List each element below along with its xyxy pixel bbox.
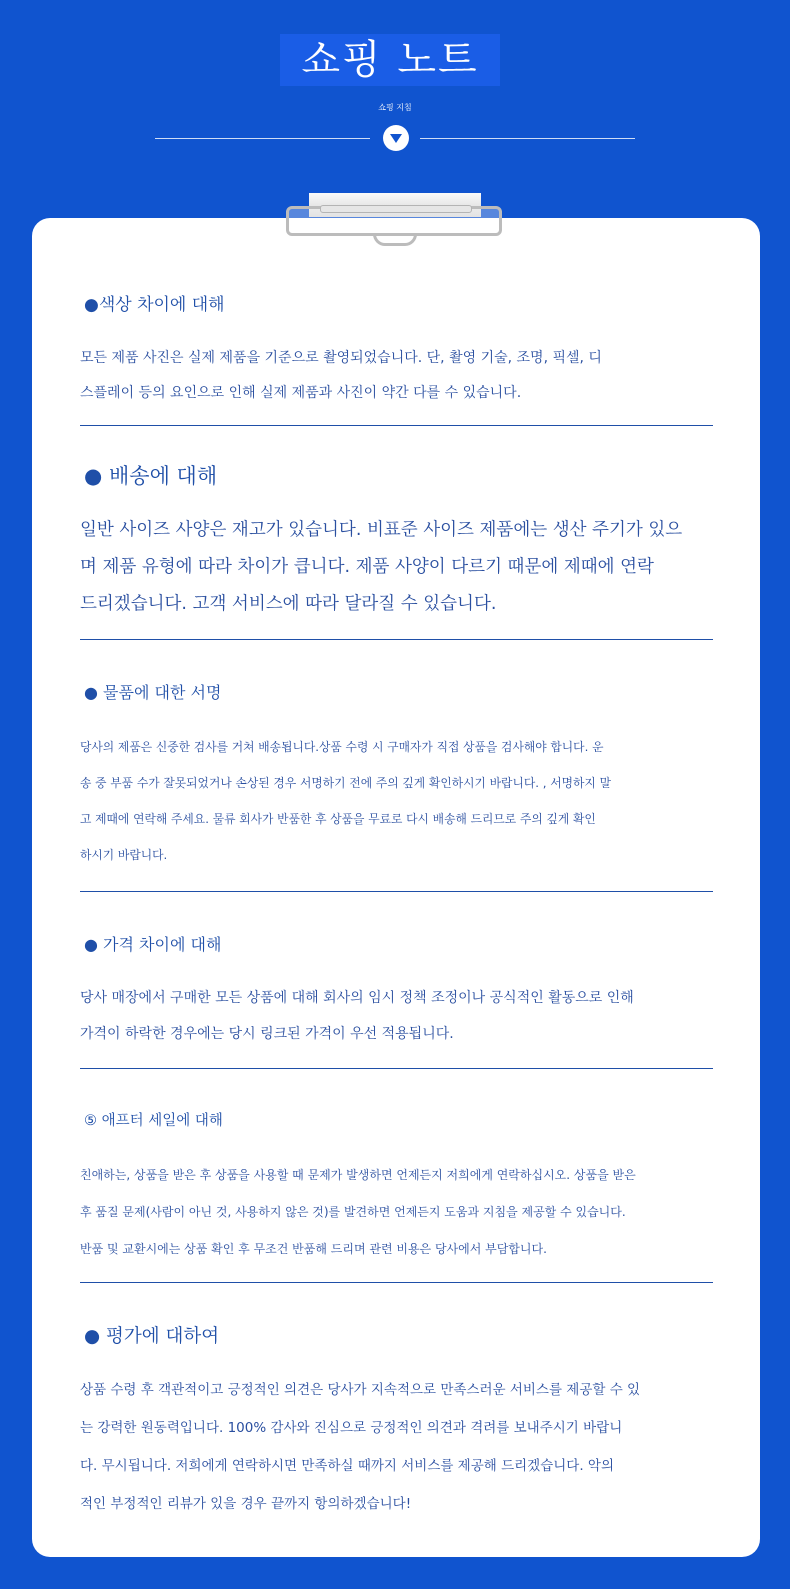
clipboard-clip-tab — [373, 234, 417, 246]
section-line: 모든 제품 사진은 실제 제품을 기준으로 촬영되었습니다. 단, 촬영 기술, 조명, 픽셀, 디 — [80, 350, 602, 366]
section-line: 당사 매장에서 구매한 모든 상품에 대해 회사의 임시 정책 조정이나 공식적인 활동으로 인해 — [80, 990, 634, 1006]
section-line: 가격이 하락한 경우에는 당시 링크된 가격이 우선 적용됩니다. — [80, 1026, 454, 1042]
section-title-after-sale: ⑤ 애프터 세일에 대해 — [84, 1113, 223, 1129]
section-line: 친애하는, 상품을 받은 후 상품을 사용할 때 문제가 발생하면 언제든지 저희에게 연락하십시오. 상품을 받은 — [80, 1168, 636, 1182]
section-line: 드리겠습니다. 고객 서비스에 따라 달라질 수 있습니다. — [80, 594, 497, 614]
header-divider-right — [420, 138, 635, 139]
section-body-price — [80, 980, 722, 1052]
section-separator — [80, 425, 713, 426]
section-line: 는 강력한 원동력입니다. 100% 감사와 진심으로 긍정적인 의견과 격려를 보내주시기 바랍니 — [80, 1420, 623, 1436]
section-line: 후 품질 문제(사람이 아닌 것, 사용하지 않은 것)를 발견하면 언제든지 도움과 지침을 제공할 수 있습니다. — [80, 1205, 626, 1219]
page-subtitle: 쇼핑 지침 — [378, 103, 412, 112]
section-line: 일반 사이즈 사양은 재고가 있습니다. 비표준 사이즈 제품에는 생산 주기가 있으 — [80, 520, 683, 540]
section-line: 하시기 바랍니다. — [80, 848, 168, 862]
section-separator — [80, 891, 713, 892]
section-line: 다. 무시됩니다. 저희에게 연락하시면 만족하실 때까지 서비스를 제공해 드리겠습니다. 악의 — [80, 1458, 615, 1474]
section-title-price: ● 가격 차이에 대해 — [84, 935, 222, 954]
section-line: 당사의 제품은 신중한 검사를 거쳐 배송됩니다.상품 수령 시 구매자가 직접 상품을 검사해야 합니다. 운 — [80, 740, 604, 754]
section-separator — [80, 639, 713, 640]
section-title-shipping: ● 배송에 대해 — [84, 464, 218, 488]
header-divider-left — [155, 138, 370, 139]
section-line: 스플레이 등의 요인으로 인해 실제 제품과 사진이 약간 다를 수 있습니다. — [80, 385, 522, 401]
section-title-review: ● 평가에 대하여 — [84, 1326, 220, 1347]
page-title: 쇼핑 노트 — [280, 34, 500, 86]
section-line: 반품 및 교환시에는 상품 확인 후 무조건 반품해 드리며 관련 비용은 당사에서 부담합니다. — [80, 1242, 547, 1256]
section-line: 상품 수령 후 객관적이고 긍정적인 의견은 당사가 지속적으로 만족스러운 서비스를 제공할 수 있 — [80, 1382, 641, 1398]
section-separator — [80, 1282, 713, 1283]
notes-card — [32, 218, 760, 1557]
clipboard-clip-bar — [320, 205, 472, 213]
section-line: 고 제때에 연락해 주세요. 물류 회사가 반품한 후 상품을 무료로 다시 배송해 드리므로 주의 깊게 확인 — [80, 812, 596, 826]
section-body-shipping — [80, 512, 722, 623]
section-title-color: ●색상 차이에 대해 — [84, 295, 225, 315]
section-body-color — [80, 341, 722, 411]
section-title-signature: ● 물품에 대한 서명 — [84, 683, 222, 702]
section-line: 송 중 부품 수가 잘못되었거나 손상된 경우 서명하기 전에 주의 깊게 확인하시기 바랍니다. , 서명하지 말 — [80, 776, 611, 790]
section-body-after-sale — [80, 1157, 722, 1268]
section-body-signature — [80, 729, 722, 873]
section-separator — [80, 1068, 713, 1069]
section-line: 며 제품 유형에 따라 차이가 큽니다. 제품 사양이 다르기 때문에 제때에 연락 — [80, 557, 654, 577]
chevron-down-icon — [383, 125, 409, 151]
section-body-review — [80, 1371, 722, 1523]
section-line: 적인 부정적인 리뷰가 있을 경우 끝까지 항의하겠습니다! — [80, 1496, 412, 1512]
